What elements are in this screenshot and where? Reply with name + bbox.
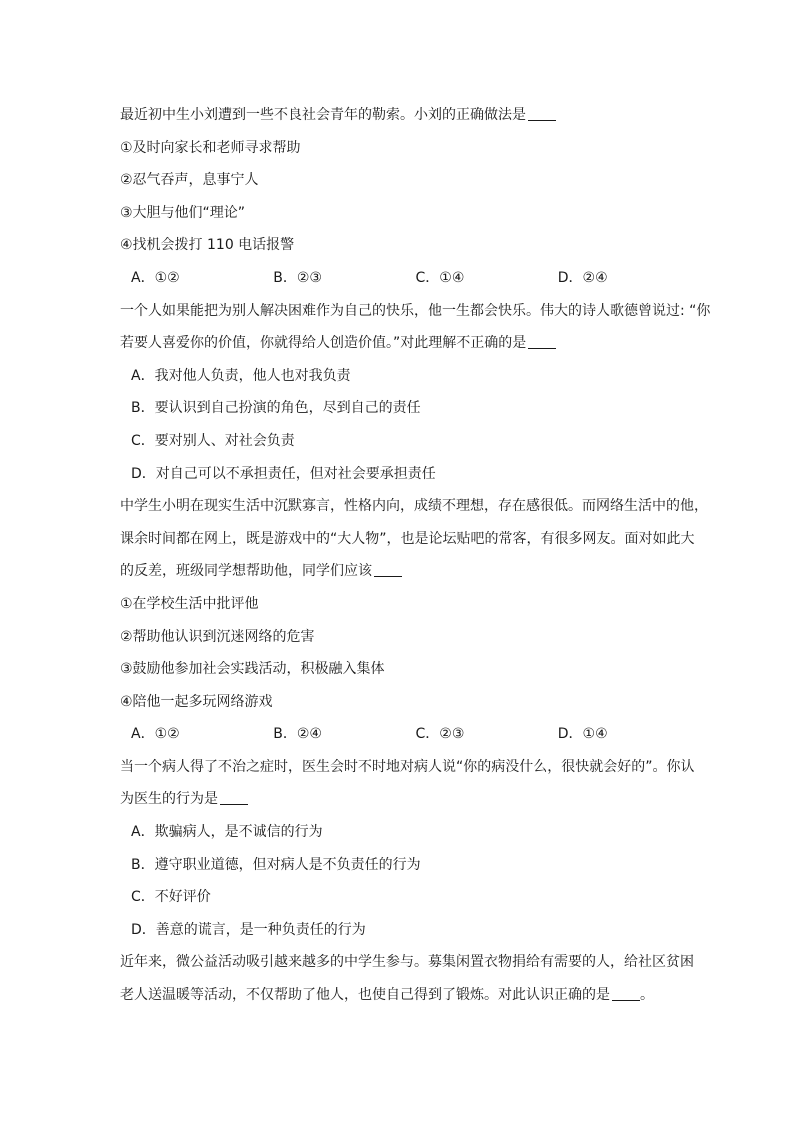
question-4 bbox=[120, 751, 700, 947]
option-b: B．要认识到自己扮演的角色，尽到自己的责任 bbox=[131, 400, 421, 417]
option-a: A．欺骗病人，是不诚信的行为 bbox=[131, 824, 323, 841]
statement-item: ④找机会拨打 110 电话报警 bbox=[120, 237, 295, 254]
choice-row bbox=[120, 718, 700, 751]
choice-a: A．①② bbox=[131, 726, 180, 743]
question-stem: 课余时间都在网上，既是游戏中的“大人物”，也是论坛贴吧的常客，有很多网友。面对如此大 bbox=[120, 530, 695, 547]
choice-d: D．①④ bbox=[557, 726, 608, 743]
option-d: D．善意的谎言，是一种负责任的行为 bbox=[131, 921, 366, 938]
choice-a: A．①② bbox=[131, 269, 180, 286]
question-stem: 中学生小明在现实生活中沉默寡言，性格内向，成绩不理想，存在感很低。而网络生活中的他， bbox=[120, 498, 708, 515]
option-a: A．我对他人负责，他人也对我负责 bbox=[131, 367, 351, 384]
question-stem: 的反差，班级同学想帮助他，同学们应该 bbox=[120, 555, 700, 588]
question-stem: 当一个病人得了不治之症时，医生会时不时地对病人说“你的病没什么，很快就会好的”。你认 bbox=[120, 758, 695, 775]
statement-item: ③大胆与他们“理论” bbox=[120, 204, 246, 221]
question-stem: 近年来，微公益活动吸引越来越多的中学生参与。募集闲置衣物捐给有需要的人，给社区贫困 bbox=[120, 954, 694, 971]
question-1 bbox=[120, 99, 700, 295]
option-c: C．不好评价 bbox=[131, 889, 211, 906]
question-3 bbox=[120, 490, 708, 751]
statement-item: ①在学校生活中批评他 bbox=[120, 595, 259, 612]
choice-b: B．②③ bbox=[273, 269, 322, 286]
question-list bbox=[120, 99, 711, 1012]
statement-item: ④陪他一起多玩网络游戏 bbox=[120, 693, 273, 710]
statement-item: ③鼓励他参加社会实践活动，积极融入集体 bbox=[120, 661, 385, 678]
answer-blank bbox=[374, 562, 402, 577]
question-stem: 最近初中生小刘遭到一些不良社会青年的勒索。小刘的正确做法是 bbox=[120, 99, 700, 132]
question-stem: 为医生的行为是 bbox=[120, 783, 700, 816]
answer-blank bbox=[528, 106, 556, 121]
question-2 bbox=[120, 295, 711, 491]
choice-b: B．②④ bbox=[273, 726, 322, 743]
statement-item: ②帮助他认识到沉迷网络的危害 bbox=[120, 628, 315, 645]
answer-blank bbox=[528, 334, 556, 349]
question-5 bbox=[120, 946, 700, 1011]
question-stem: 老人送温暖等活动，不仅帮助了他人，也使自己得到了锻炼。对此认识正确的是 。 bbox=[120, 987, 654, 1004]
answer-blank bbox=[612, 986, 640, 1001]
choice-row bbox=[120, 262, 700, 295]
statement-item: ①及时向家长和老师寻求帮助 bbox=[120, 139, 301, 156]
option-c: C．要对别人、对社会负责 bbox=[131, 432, 295, 449]
question-stem: 若要人喜爱你的价值，你就得给人创造价值。”对此理解不正确的是 bbox=[120, 327, 700, 360]
question-stem: 一个人如果能把为别人解决困难作为自己的快乐，他一生都会快乐。伟大的诗人歌德曾说过: “你 bbox=[120, 302, 711, 319]
answer-blank bbox=[220, 790, 248, 805]
option-d: D．对自己可以不承担责任，但对社会要承担责任 bbox=[131, 465, 436, 482]
statement-item: ②忍气吞声，息事宁人 bbox=[120, 172, 259, 189]
choice-d: D．②④ bbox=[557, 269, 608, 286]
choice-c: C．②③ bbox=[415, 726, 465, 743]
option-b: B．遵守职业道德，但对病人是不负责任的行为 bbox=[131, 856, 421, 873]
choice-c: C．①④ bbox=[415, 269, 465, 286]
